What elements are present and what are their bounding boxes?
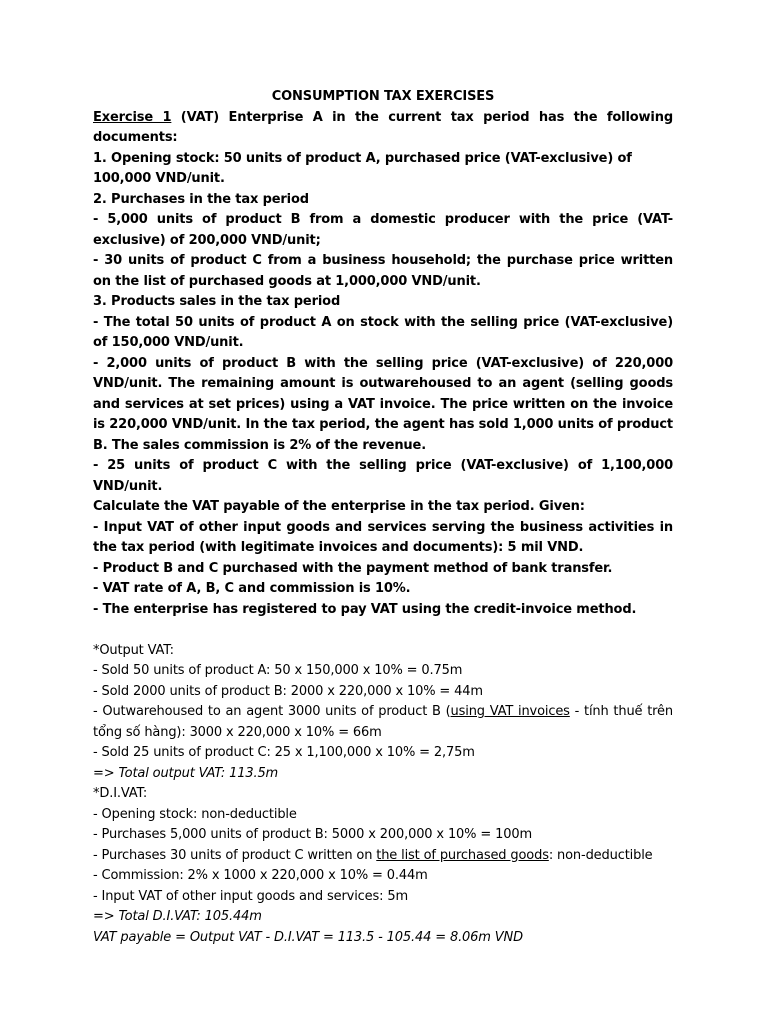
- output-vat-header: *Output VAT:: [93, 642, 174, 658]
- exercise-line: 1. Opening stock: 50 units of product A, purchased price (VAT-exclusive) of: [93, 150, 632, 166]
- exercise-block: [93, 108, 673, 621]
- exercise-line: - Product B and C purchased with the payment method of bank transfer.: [93, 560, 613, 576]
- exercise-line: 3. Products sales in the tax period: [93, 294, 341, 309]
- document-title: CONSUMPTION TAX EXERCISES: [271, 89, 495, 104]
- exercise-intro-text: (VAT) Enterprise A in the current tax period has the following documents:: [93, 109, 673, 145]
- exercise-line: - The enterprise has registered to pay VAT using the credit-invoice method.: [93, 601, 637, 617]
- solution-line: [93, 846, 673, 867]
- solution-block: [93, 641, 673, 949]
- document-page: [93, 87, 673, 948]
- exercise-line: - 25 units of product C with the selling price (VAT-exclusive) of 1,100,000 VND/unit.: [93, 458, 673, 494]
- vat-payable: VAT payable = Output VAT - D.I.VAT = 113.5 - 105.44 = 8.06m VND: [93, 929, 523, 945]
- solution-line: - Sold 25 units of product C: 25 x 1,100,000 x 10% = 2,75m: [93, 745, 475, 760]
- solution-line: - Sold 50 units of product A: 50 x 150,000 x 10% = 0.75m: [93, 663, 463, 678]
- solution-line: [93, 702, 673, 743]
- solution-line: - Input VAT of other input goods and services: 5m: [93, 888, 408, 904]
- solution-line: - Opening stock: non-deductible: [93, 806, 297, 822]
- outwarehoused-text: - Outwarehoused to an agent 3000 units of product B (: [93, 704, 451, 719]
- solution-line: - Purchases 5,000 units of product B: 5000 x 200,000 x 10% = 100m: [93, 827, 532, 842]
- exercise-line: - VAT rate of A, B, C and commission is 10%.: [93, 581, 411, 596]
- total-output-vat: => Total output VAT: 113.5m: [93, 765, 279, 781]
- outwarehoused-rest: - tính thuế trên tổng số hàng): 3000 x 220,000 x 10% = 66m: [93, 704, 673, 740]
- blank-line: [93, 620, 673, 641]
- exercise-line: - 2,000 units of product B with the selling price (VAT-exclusive) of 220,000 VND/unit. The remaining amount is outwarehoused to an agent (selling goods and services at set prices) using a VAT invoice. The price written on the invoice is 220,000 VND/unit. In the tax period, the agent has sold 1,000 units of product B. The sales commission is 2% of the revenue.: [93, 355, 673, 453]
- exercise-line: - The total 50 units of product A on stock with the selling price (VAT-exclusive) of 150,000 VND/unit.: [93, 314, 673, 350]
- exercise-line: 100,000 VND/unit.: [93, 171, 225, 186]
- exercise-line: Calculate the VAT payable of the enterprise in the tax period. Given:: [93, 499, 585, 514]
- divat-header: *D.I.VAT:: [93, 786, 148, 801]
- exercise-line: - 30 units of product C from a business household; the purchase price written on the list of purchased goods at 1,000,000 VND/unit.: [93, 253, 673, 289]
- using-vat-invoices-text: using VAT invoices: [450, 704, 570, 719]
- solution-line: - Commission: 2% x 1000 x 220,000 x 10% = 0.44m: [93, 868, 428, 883]
- purchases-c-rest: : non-deductible: [548, 847, 653, 863]
- exercise-line: - Input VAT of other input goods and services serving the business activities in the tax period (with legitimate invoices and documents): 5 mil VND.: [93, 519, 673, 555]
- total-divat: => Total D.I.VAT: 105.44m: [93, 909, 262, 924]
- list-of-purchased-goods-text: the list of purchased goods: [376, 847, 549, 863]
- exercise-intro: [93, 108, 673, 149]
- solution-line: - Sold 2000 units of product B: 2000 x 220,000 x 10% = 44m: [93, 683, 483, 699]
- exercise-line: - 5,000 units of product B from a domestic producer with the price (VAT-exclusive) of 200,000 VND/unit;: [93, 212, 673, 248]
- exercise-label: Exercise 1: [93, 109, 172, 125]
- exercise-line: 2. Purchases in the tax period: [93, 191, 309, 207]
- purchases-c-text: - Purchases 30 units of product C written on: [93, 847, 377, 863]
